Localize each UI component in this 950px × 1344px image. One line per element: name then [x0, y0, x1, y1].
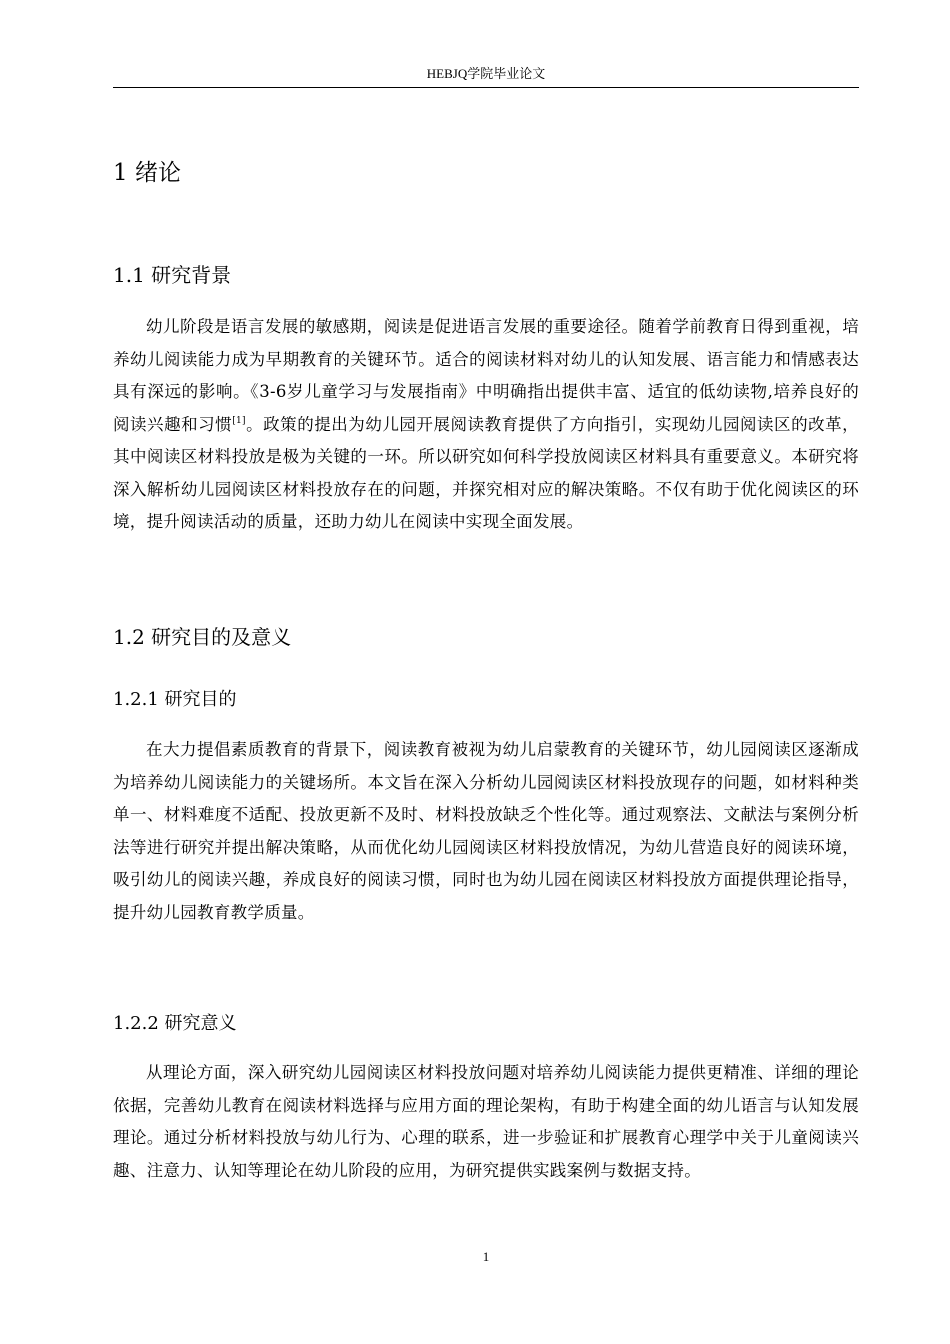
section-1-1-paragraph: [113, 311, 859, 539]
page-number: 1: [482, 1249, 490, 1264]
running-header: HEBJQ学院毕业论文: [426, 66, 546, 81]
paragraph-text: 幼儿阶段是语言发展的敏感期，阅读是促进语言发展的重要途径。随着学前教育日得到重视，培养幼儿阅读能力成为早期教育的关键环节。适合的阅读材料对幼儿的认知发展、语言能力和情感表达具有深远的影响。《3-6岁儿童学习与发展指南》中明确指出提供丰富、适宜的低幼读物,培养良好的阅读兴趣和习惯: [113, 317, 859, 434]
paragraph-text-continued: 。政策的提出为幼儿园开展阅读教育提供了方向指引，实现幼儿园阅读区的改革，其中阅读区材料投放是极为关键的一环。所以研究如何科学投放阅读区材料具有重要意义。本研究将深入解析幼儿园阅读区材料投放存在的问题，并探究相对应的解决策略。不仅有助于优化阅读区的环境，提升阅读活动的质量，还助力幼儿在阅读中实现全面发展。: [113, 414, 859, 531]
chapter-title: 1 绪论: [113, 160, 181, 186]
section-1-2-2-paragraph: 从理论方面，深入研究幼儿园阅读区材料投放问题对培养幼儿阅读能力提供更精准、详细的理论依据，完善幼儿教育在阅读材料选择与应用方面的理论架构，有助于构建全面的幼儿语言与认知发展理论。通过分析材料投放与幼儿行为、心理的联系，进一步验证和扩展教育心理学中关于儿童阅读兴趣、注意力、认知等理论在幼儿阶段的应用，为研究提供实践案例与数据支持。: [113, 1063, 859, 1180]
section-1-2-heading: 1.2 研究目的及意义: [113, 625, 292, 649]
section-1-2-2-heading: 1.2.2 研究意义: [113, 1013, 237, 1034]
section-1-1-heading: 1.1 研究背景: [113, 263, 232, 287]
citation-ref[interactable]: [1]: [232, 415, 246, 426]
section-1-2-1-heading: 1.2.1 研究目的: [113, 689, 237, 710]
section-1-2-1-paragraph: 在大力提倡素质教育的背景下，阅读教育被视为幼儿启蒙教育的关键环节，幼儿园阅读区逐渐成为培养幼儿阅读能力的关键场所。本文旨在深入分析幼儿园阅读区材料投放现存的问题，如材料种类单一、材料难度不适配、投放更新不及时、材料投放缺乏个性化等。通过观察法、文献法与案例分析法等进行研究并提出解决策略，从而优化幼儿园阅读区材料投放情况，为幼儿营造良好的阅读环境，吸引幼儿的阅读兴趣，养成良好的阅读习惯，同时也为幼儿园在阅读区材料投放方面提供理论指导，提升幼儿园教育教学质量。: [113, 740, 859, 922]
header-divider: [113, 87, 859, 88]
